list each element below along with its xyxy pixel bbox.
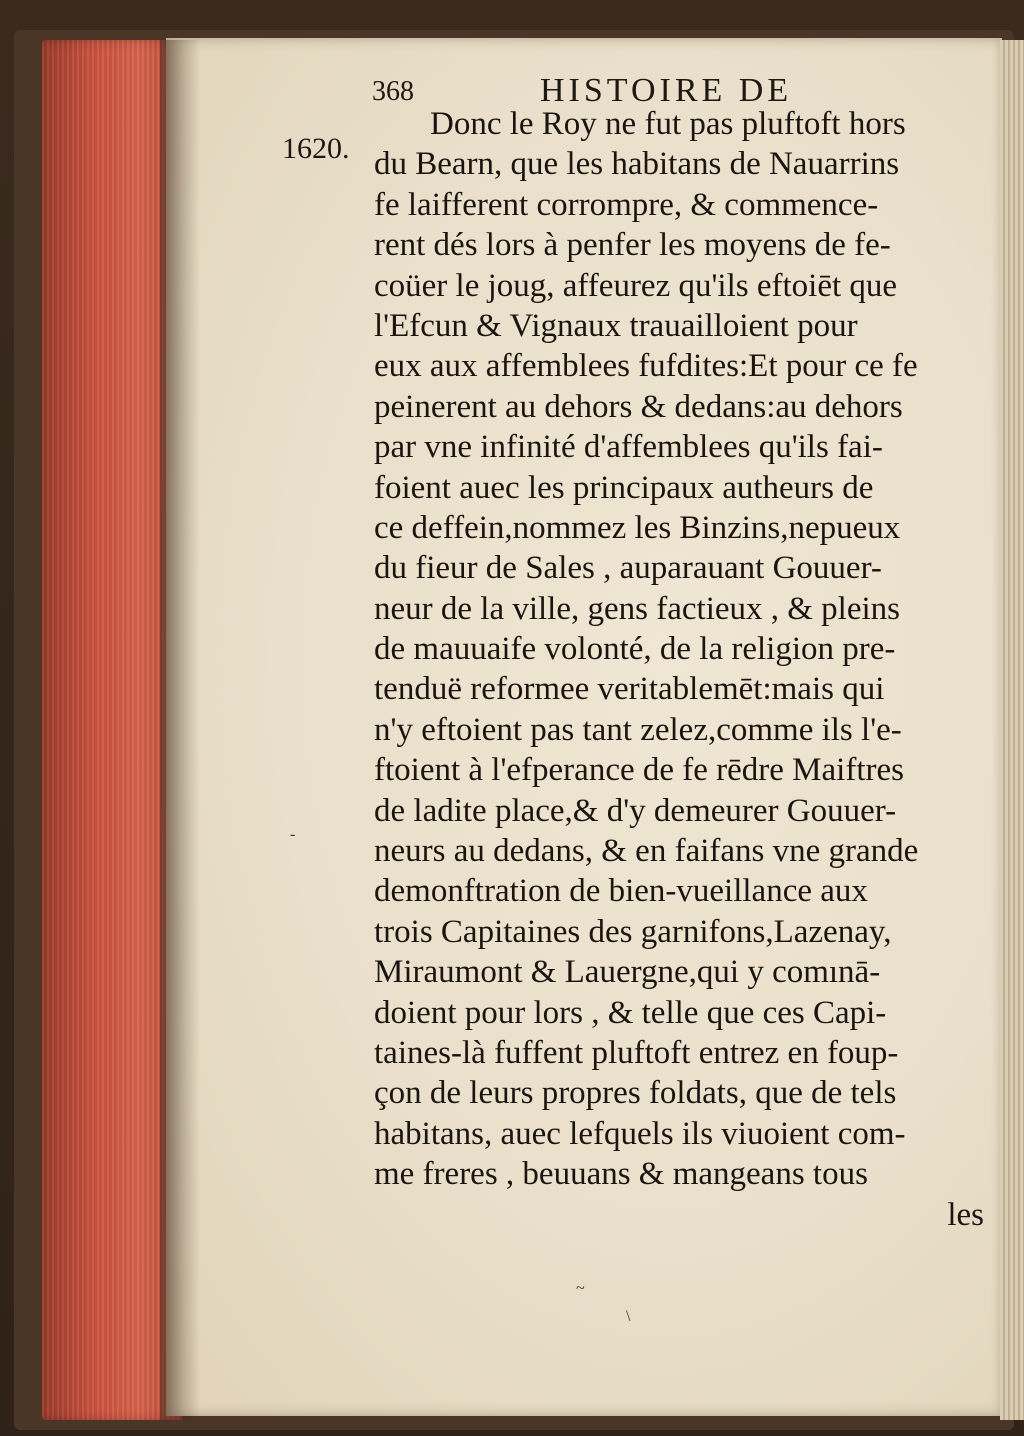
text-line: neurs au dedans, & en faifans vne grande (374, 833, 919, 870)
text-line: Miraumont & Lauergne,qui y comınā- (374, 954, 881, 991)
text-line: tenduë reformee veritablemēt:mais qui (374, 671, 885, 708)
ink-fleck: \ (626, 1308, 631, 1325)
text-line: habitans, auec lefquels ils viuoient com- (374, 1115, 906, 1152)
page-number: 368 (372, 76, 414, 107)
ink-fleck: - (290, 826, 296, 843)
text-line: çon de leurs propres foldats, que de tels (374, 1075, 897, 1112)
text-line: eux aux affemblees fufdites:Et pour ce fe (374, 348, 918, 385)
text-line: par vne infinité d'affemblees qu'ils fai- (374, 429, 883, 466)
page-fore-edge (1000, 40, 1024, 1420)
text-line: taines-là fuffent pluftoft entrez en foup- (374, 1034, 899, 1071)
text-line: de mauuaife volonté, de la religion pre- (374, 631, 896, 668)
text-line: doient pour lors , & telle que ces Capi- (374, 994, 887, 1031)
text-line: neur de la ville, gens factieux , & pleins (374, 590, 901, 627)
text-line: n'y eftoient pas tant zelez,comme ils l'e- (374, 711, 902, 748)
catchword: les (947, 1196, 984, 1233)
text-line: coüer le joug, affeurez qu'ils eftoiēt que (374, 267, 898, 304)
text-line: l'Efcun & Vignaux trauailloient pour (374, 307, 858, 344)
page-body-text (374, 104, 994, 1235)
text-line: rent dés lors à penfer les moyens de fe- (374, 227, 891, 264)
text-line: du fieur de Sales , auparauant Gouuer- (374, 550, 882, 587)
ink-fleck: ~ (576, 1280, 585, 1297)
gutter-shadow (160, 40, 200, 1420)
running-title: HISTOIRE DE (540, 72, 793, 109)
text-line: ce deffein,nommez les Binzins,nepueux (374, 509, 901, 546)
text-line: fe laifferent corrompre, & commence- (374, 186, 879, 223)
text-line: demonftration de bien-vueillance aux (374, 873, 868, 910)
text-line: du Bearn, que les habitans de Nauarrins (374, 146, 900, 183)
text-line: foient auec les principaux autheurs de (374, 469, 874, 506)
text-line: ftoient à l'efperance de fe rēdre Maiftres (374, 752, 904, 789)
text-line: de ladite place,& d'y demeurer Gouuer- (374, 792, 897, 829)
text-line: trois Capitaines des garnifons,Lazenay, (374, 913, 892, 950)
margin-year-note: 1620. (282, 132, 350, 165)
text-line: peinerent au dehors & dedans:au dehors (374, 388, 903, 425)
text-line: Donc le Roy ne fut pas pluftoft hors (430, 106, 906, 142)
text-line: me freres , beuuans & mangeans tous (374, 1156, 868, 1193)
